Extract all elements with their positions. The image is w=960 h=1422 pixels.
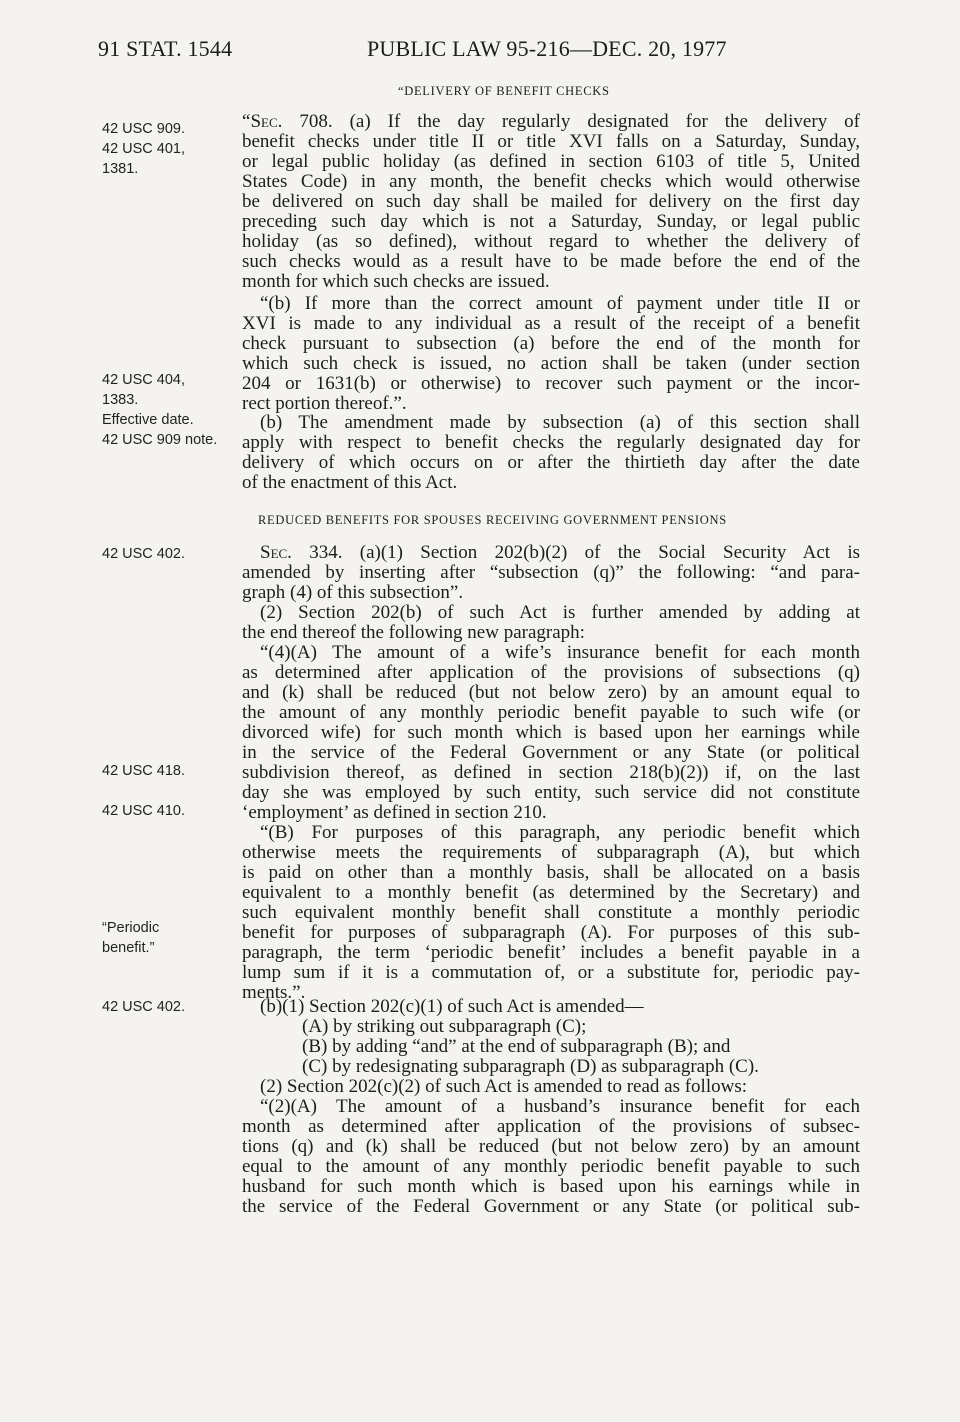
text-line: amended by inserting after “subsection (q)” the following: “and para- — [242, 562, 860, 583]
text-line: (C) by redesignating subparagraph (D) as subparagraph (C). — [302, 1056, 759, 1077]
text-line: “Sec. 708. (a) If the day regularly designated for the delivery of — [242, 111, 860, 132]
text-line: equivalent to a monthly benefit (as determined by the Secretary) and — [242, 882, 860, 903]
text-line: XVI is made to any individual as a result of the receipt of a benefit — [242, 313, 860, 334]
margin-note: 42 USC 909. 42 USC 401, 1381. — [102, 121, 186, 177]
text-line: day she was employed by such entity, such service did not constitute — [242, 782, 860, 803]
margin-note: “Periodic benefit.” — [102, 920, 160, 956]
text-line: preceding such day which is not a Saturday, Sunday, or legal public — [242, 211, 860, 232]
text-line: benefit checks under title II or title XVI falls on a Saturday, Sunday, — [242, 131, 860, 152]
section-heading-reduced-benefits: REDUCED BENEFITS FOR SPOUSES RECEIVING GOVERNMENT PENSIONS — [258, 513, 727, 527]
text-line: apply with respect to benefit checks the regularly designated day for — [242, 432, 860, 453]
text-line: rect portion thereof.”. — [242, 393, 407, 414]
margin-note: 42 USC 410. — [102, 803, 186, 819]
text-line: “(2)(A) The amount of a husband’s insurance benefit for each — [260, 1096, 860, 1117]
page-title: PUBLIC LAW 95-216—DEC. 20, 1977 — [367, 36, 727, 61]
margin-note: Effective date. 42 USC 909 note. — [102, 412, 218, 448]
text-line: month as determined after application of the provisions of subsec- — [242, 1116, 860, 1137]
text-line: (b)(1) Section 202(c)(1) of such Act is amended— — [260, 996, 644, 1017]
text-line: or legal public holiday (as defined in section 6103 of title 5, United — [242, 151, 860, 172]
text-line: “(4)(A) The amount of a wife’s insurance benefit for each month — [260, 642, 860, 663]
text-line: paragraph, the term ‘periodic benefit’ includes a benefit payable in a — [242, 942, 860, 963]
text-line: is paid on other than a monthly basis, shall be allocated on a basis — [242, 862, 860, 883]
text-line: otherwise meets the requirements of subparagraph (A), but which — [242, 842, 860, 863]
text-line: graph (4) of this subsection”. — [242, 582, 464, 603]
text-line: benefit for purposes of subparagraph (A). For purposes of this sub- — [242, 922, 860, 943]
margin-note: 42 USC 402. — [102, 999, 186, 1015]
text-line: which such check is issued, no action shall be taken (under section — [242, 353, 860, 374]
text-line: 204 or 1631(b) or otherwise) to recover such payment or the incor- — [242, 373, 860, 394]
margin-note: 42 USC 402. — [102, 546, 186, 562]
text-line: Sec. 334. (a)(1) Section 202(b)(2) of the Social Security Act is — [260, 542, 860, 563]
stat-page-reference: 91 STAT. 1544 — [98, 36, 233, 61]
text-line: divorced wife) for such month which is based upon her earnings while — [242, 722, 860, 743]
text-line: (B) by adding “and” at the end of subparagraph (B); and — [302, 1036, 731, 1057]
margin-note: 42 USC 404, 1383. — [102, 372, 186, 408]
text-line: ments.”. — [242, 982, 306, 1003]
text-line: ‘employment’ as defined in section 210. — [242, 802, 547, 823]
text-line: (2) Section 202(c)(2) of such Act is amended to read as follows: — [260, 1076, 748, 1097]
text-line: equal to the amount of any monthly periodic benefit payable to such — [242, 1156, 860, 1177]
text-line: the service of the Federal Government or any State (or political sub- — [242, 1196, 860, 1217]
text-line: be delivered on such day shall be mailed for delivery on the first day — [242, 191, 860, 212]
text-line: holiday (as so defined), without regard to whether the delivery of — [242, 231, 860, 252]
text-line: (A) by striking out subparagraph (C); — [302, 1016, 587, 1037]
text-line: the end thereof the following new paragraph: — [242, 622, 585, 643]
text-line: of the enactment of this Act. — [242, 472, 458, 493]
text-line: “(b) If more than the correct amount of payment under title II or — [260, 293, 860, 314]
margin-note: 42 USC 418. — [102, 763, 186, 779]
text-line: lump sum if it is a commutation of, or a substitute for, periodic pay- — [242, 962, 860, 983]
text-line: delivery of which occurs on or after the thirtieth day after the date — [242, 452, 860, 473]
text-line: tions (q) and (k) shall be reduced (but not below zero) by an amount — [242, 1136, 860, 1157]
text-line: the amount of any monthly periodic benefit payable to such wife (or — [242, 702, 860, 723]
text-line: and (k) shall be reduced (but not below zero) by an amount equal to — [242, 682, 860, 703]
text-line: in the service of the Federal Government or any State (or political — [242, 742, 860, 763]
text-line: “(B) For purposes of this paragraph, any periodic benefit which — [260, 822, 860, 843]
text-line: States Code) in any month, the benefit checks which would otherwise — [242, 171, 860, 192]
text-line: month for which such checks are issued. — [242, 271, 550, 292]
section-heading-delivery: “DELIVERY OF BENEFIT CHECKS — [398, 84, 610, 98]
text-line: (2) Section 202(b) of such Act is further amended by adding at — [260, 602, 860, 623]
text-line: as determined after application of the provisions of subsections (q) — [242, 662, 860, 683]
text-line: such checks would as a result have to be made before the end of the — [242, 251, 860, 272]
text-line: husband for such month which is based upon his earnings while in — [242, 1176, 860, 1197]
text-line: check pursuant to subsection (a) before the end of the month for — [242, 333, 860, 354]
text-line: subdivision thereof, as defined in section 218(b)(2)) if, on the last — [242, 762, 860, 783]
text-line: such equivalent monthly benefit shall constitute a monthly periodic — [242, 902, 860, 923]
text-line: (b) The amendment made by subsection (a) of this section shall — [260, 412, 860, 433]
